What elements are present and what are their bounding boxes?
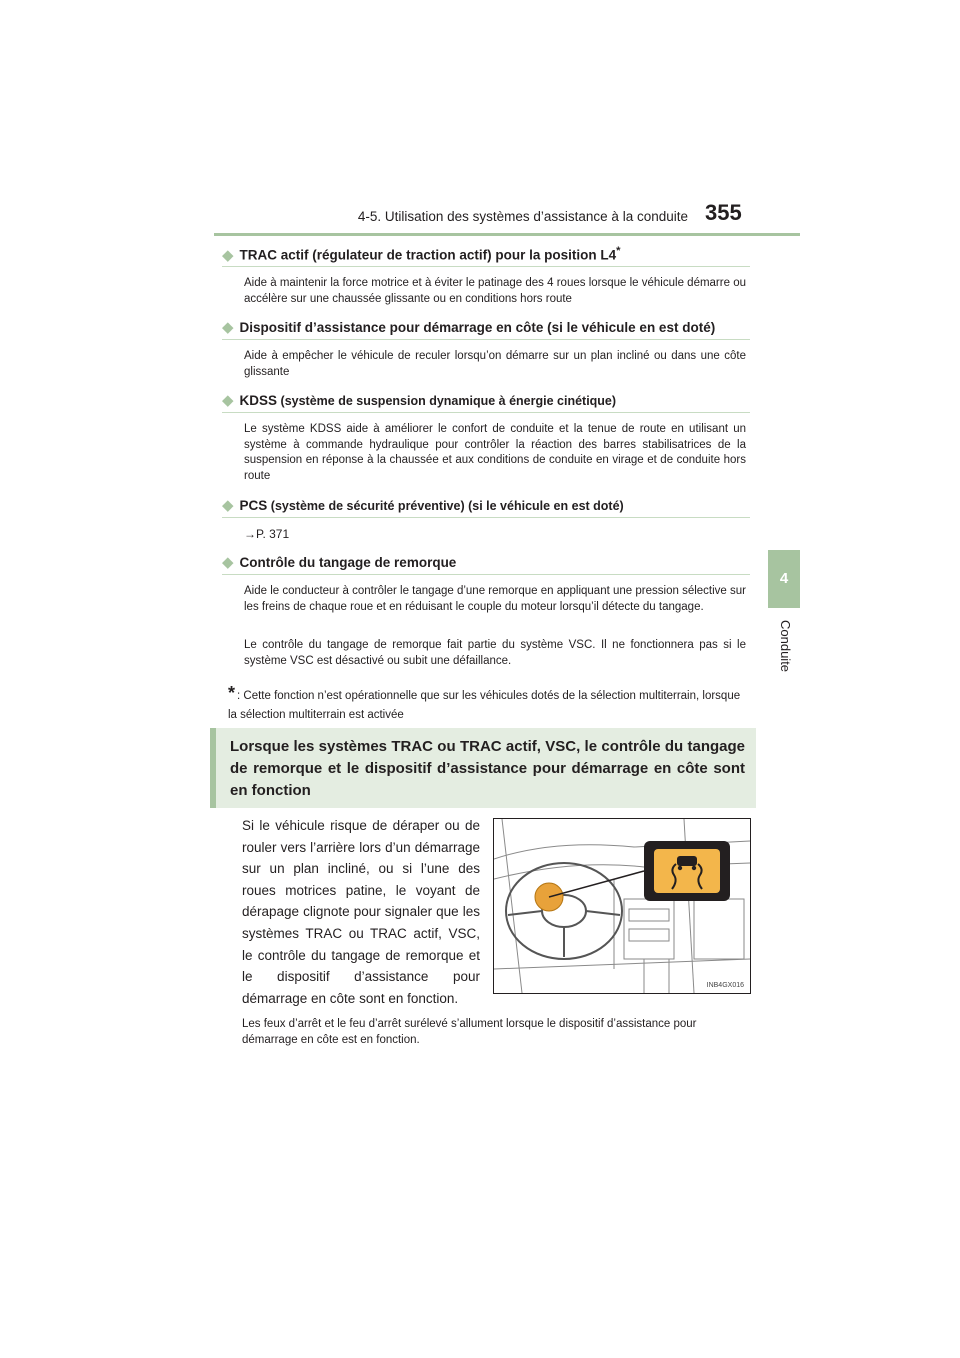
section-heading-pcs: ◆ PCS (système de sécurité préventive) (si le véhicule en est doté) <box>222 497 624 514</box>
heading-divider <box>222 266 750 267</box>
main-paragraph: Si le véhicule risque de déraper ou de rouler vers l’arrière lors d’un démarrage sur un plan incliné, ou si l’une des roues motrices patine, le voyant de dérapage clignote pour signaler que les systèmes TRAC ou TRAC actif, VSC, le contrôle du tangage de remorque et le dispositif d’assistance pour démarrage en côte sont en fonction. <box>242 818 480 1006</box>
diamond-bullet-icon: ◆ <box>222 392 234 409</box>
page-reference-link[interactable]: →P. 371 <box>244 527 290 541</box>
section-body: Aide à empêcher le véhicule de reculer lorsqu’on démarre sur un plan incliné ou dans une côte glissante <box>244 350 746 378</box>
section-heading-kdss: ◆ KDSS (système de suspension dynamique à énergie cinétique) <box>222 392 617 409</box>
heading-divider <box>222 574 750 575</box>
section-body: Aide le conducteur à contrôler le tangage d’une remorque en appliquant une pression sélective sur les freins de chaque roue et en réduisant le couple du moteur lorsqu’il détecte du tangage. <box>244 585 746 613</box>
dashboard-illustration <box>493 818 751 994</box>
diamond-bullet-icon: ◆ <box>222 497 234 514</box>
section-heading-hill-start: ◆ Dispositif d’assistance pour démarrage en côte (si le véhicule en est doté) <box>222 319 716 336</box>
heading-divider <box>222 339 750 340</box>
chapter-label: Conduite <box>778 620 793 673</box>
header-divider <box>214 233 800 236</box>
slip-indicator-icon <box>654 849 720 893</box>
section-banner <box>210 728 756 808</box>
final-note: Les feux d’arrêt et le feu d’arrêt surélevé s’allument lorsque le dispositif d’assistance pour démarrage en côte est en fonction. <box>242 1018 697 1046</box>
diamond-bullet-icon: ◆ <box>222 246 234 264</box>
page-number: 355 <box>705 200 742 225</box>
footnote: * : Cette fonction n’est opérationnelle que sur les véhicules dotés de la sélection multiterrain, lorsque la sélection multiterrain est activée <box>228 683 741 721</box>
section-heading-trailer-sway: ◆ Contrôle du tangage de remorque <box>222 554 457 571</box>
dashboard-drawing <box>494 819 750 993</box>
heading-divider <box>222 412 750 413</box>
section-body: Le système KDSS aide à améliorer le confort de conduite et la tenue de route en utilisant un système à commande hydraulique pour contrôler la réaction des barres stabilisatrices de la suspension en réponse à la chaussée et aux conditions de conduite en virage et de conduite hors route <box>244 423 746 482</box>
section-body-2: Le contrôle du tangage de remorque fait partie du système VSC. Il ne fonctionnera pas si le système VSC est désactivé ou subit une défaillance. <box>244 639 746 667</box>
figure-code: INB4GX016 <box>706 982 744 989</box>
section-body: Aide à maintenir la force motrice et à éviter le patinage des 4 roues lorsque le véhicule démarre ou accélère sur une chaussée glissante ou en conditions hors route <box>244 277 746 305</box>
diamond-bullet-icon: ◆ <box>222 319 234 336</box>
footnote-mark: * <box>228 683 236 703</box>
running-header: 4-5. Utilisation des systèmes d’assistance à la conduite <box>357 209 688 224</box>
footnote-mark: * <box>616 245 621 257</box>
chapter-tab <box>768 550 800 608</box>
heading-divider <box>222 517 750 518</box>
diamond-bullet-icon: ◆ <box>222 554 234 571</box>
banner-title: Lorsque les systèmes TRAC ou TRAC actif, VSC, le contrôle du tangage de remorque et le dispositif d’assistance pour démarrage en côte sont en fonction <box>230 738 745 799</box>
section-heading-trac-actif: ◆ TRAC actif (régulateur de traction actif) pour la position L4* <box>222 245 621 264</box>
chapter-number: 4 <box>779 570 789 587</box>
